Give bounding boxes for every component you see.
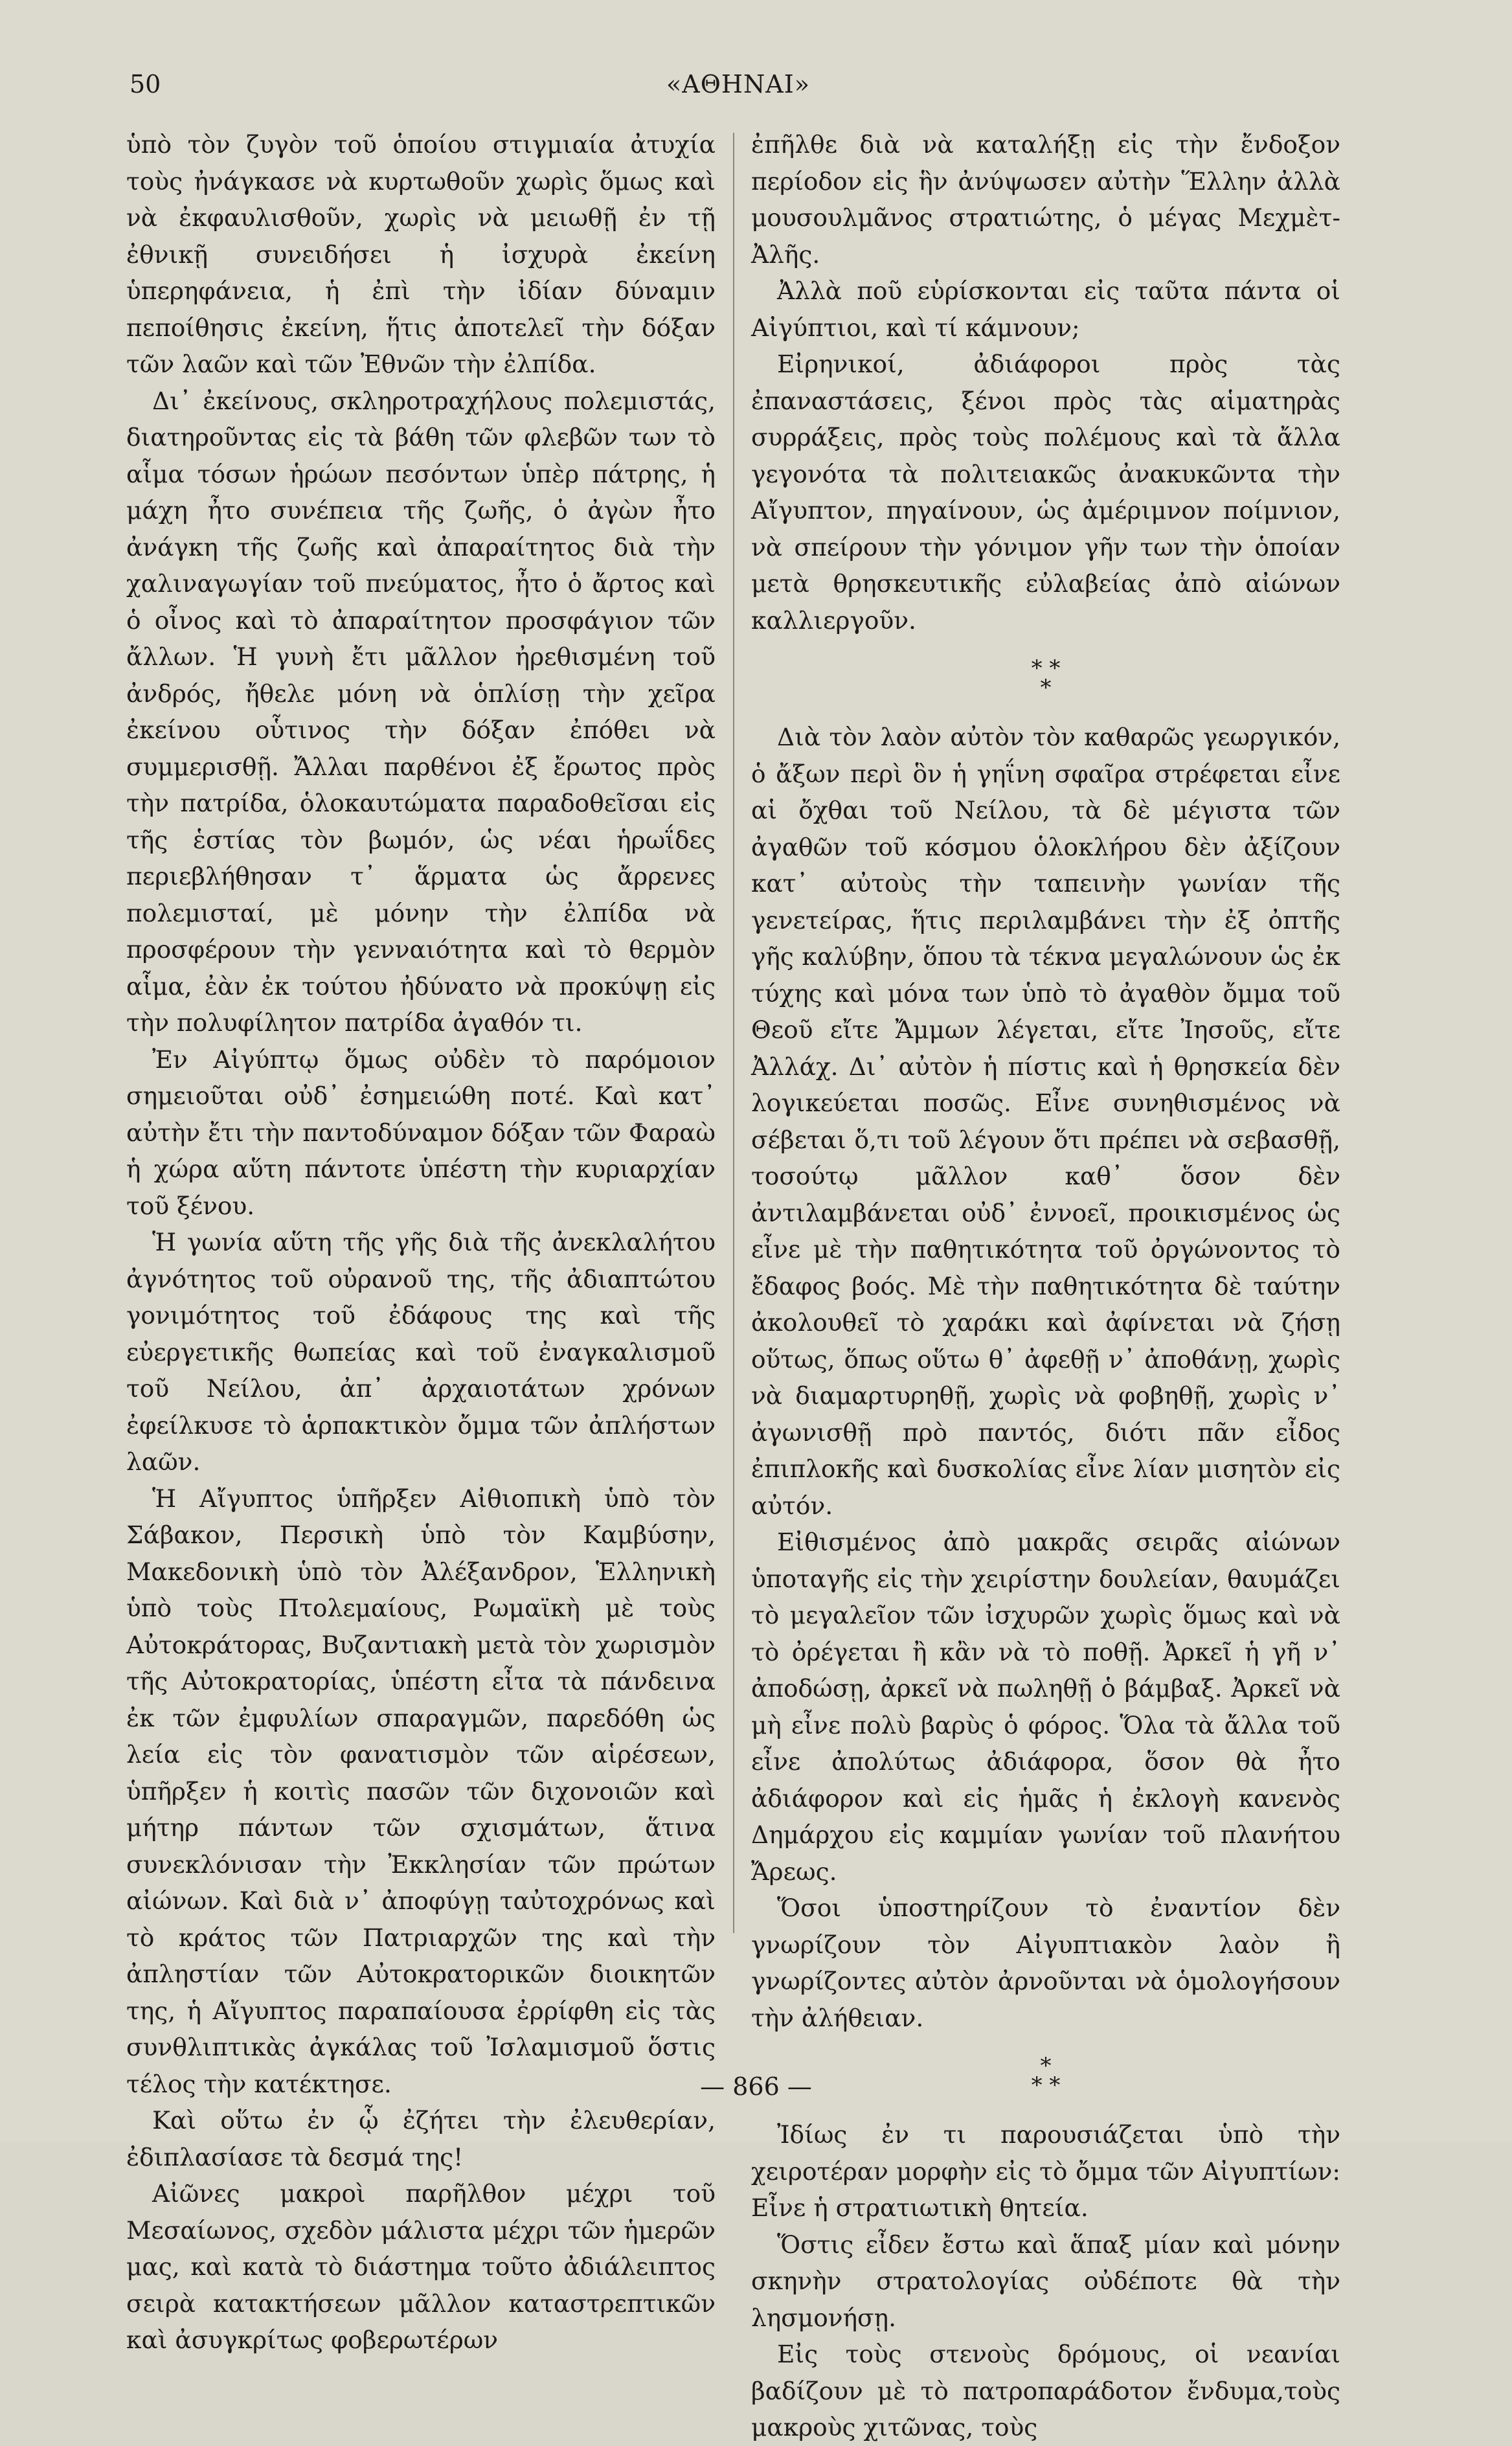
separator-stars-top: * *: [1031, 655, 1061, 681]
page-header: [130, 70, 1347, 109]
separator-stars-bottom: * *: [1031, 2072, 1061, 2098]
paragraph: Ὅσοι ὑποστηρίζουν τὸ ἐναντίον δὲν γνωρίζουν τὸν Αἰγυπτιακὸν λαὸν ἢ γνωρίζοντες αὐτὸν ἀρνοῦνται νὰ ὁμολογήσουν τὴν ἀλήθειαν.: [751, 1894, 1340, 2032]
paragraph: Διὰ τὸν λαὸν αὐτὸν τὸν καθαρῶς γεωργικόν, ὁ ἄξων περὶ ὃν ἡ γηΐνη σφαῖρα στρέφεται εἶνε αἱ ὄχθαι τοῦ Νείλου, τὰ δὲ μέγιστα τῶν ἀγαθῶν τοῦ κόσμου ὁλοκλήρου δὲν ἀξίζουν κατ᾽ αὐτοὺς τὴν ταπεινὴν γωνίαν τῆς γενετείρας, ἥτις περιλαμβάνει τὴν ἐξ ὀπτῆς γῆς καλύβην, ὅπου τὰ τέκνα μεγαλώνουν ὡς ἐκ τύχης καὶ μόνα των ὑπὸ τὸ ἀγαθὸν ὄμμα τοῦ Θεοῦ εἴτε Ἄμμων λέγεται, εἴτε Ἰησοῦς, εἴτε Ἀλλάχ. Δι᾽ αὐτὸν ἡ πίστις καὶ ἡ θρησκεία δὲν λογικεύεται ποσῶς. Εἶνε συνηθισμένος νὰ σέβεται ὅ,τι τοῦ λέγουν ὅτι πρέπει νὰ σεβασθῇ, τοσούτῳ μᾶλλον καθ᾽ ὅσον δὲν ἀντιλαμβάνεται οὐδ᾽ ἐννοεῖ, προικισμένος ὡς εἶνε μὲ τὴν παθητικότητα τοῦ ὀργώνοντος τὸ ἔδαφος βοός. Μὲ τὴν παθητικότητα δὲ ταύτην ἀκολουθεῖ τὸ χαράκι καὶ ἀφίνεται νὰ ζήσῃ οὕτως, ὅπως οὕτω θ᾽ ἀφεθῇ ν᾽ ἀποθάνῃ, χωρὶς νὰ διαμαρτυρηθῇ, χωρὶς νὰ φοβηθῇ, χωρὶς ν᾽ ἀγωνισθῇ πρὸ παντός, διότι πᾶν εἶδος ἐπιπλοκῆς καὶ δυσκολίας εἶνε λίαν μισητὸν εἰς αὐτόν.: [751, 723, 1340, 1520]
paragraph: Ἐν Αἰγύπτῳ ὅμως οὐδὲν τὸ παρόμοιον σημειοῦται οὐδ᾽ ἐσημειώθη ποτέ. Καὶ κατ᾽ αὐτὴν ἔτι τὴν παντοδύναμον δόξαν τῶν Φαραὼ ἡ χώρα αὕτη πάντοτε ὑπέστη τὴν κυριαρχίαν τοῦ ξένου.: [126, 1045, 716, 1220]
paragraph: ὑπὸ τὸν ζυγὸν τοῦ ὁποίου στιγμιαία ἀτυχία τοὺς ἠνάγκασε νὰ κυρτωθοῦν χωρὶς ὅμως καὶ νὰ ἐκφαυλισθοῦν, χωρὶς νὰ μειωθῇ ἐν τῇ ἐθνικῇ συνειδήσει ἡ ἰσχυρὰ ἐκείνη ὑπερηφάνεια, ἡ ἐπὶ τὴν ἰδίαν δύναμιν πεποίθησις ἐκείνη, ἥτις ἀποτελεῖ τὴν δόξαν τῶν λαῶν καὶ τῶν Ἐθνῶν τὴν ἐλπίδα.: [126, 130, 716, 378]
right-section-a: [751, 126, 1340, 639]
paragraph: Ἰδίως ἐν τι παρουσιάζεται ὑπὸ τὴν χειροτέραν μορφὴν εἰς τὸ ὄμμα τῶν Αἰγυπτίων: Εἶνε ἡ στρατιωτικὴ θητεία.: [751, 2120, 1340, 2222]
separator-stars-top: *: [1040, 2053, 1052, 2079]
paragraph: Εἰς τοὺς στενοὺς δρόμους, οἱ νεανίαι βαδίζουν μὲ τὸ πατροπαράδοτον ἔνδυμα,τοὺς μακροὺς χιτῶνας, τοὺς: [751, 2340, 1340, 2441]
separator-stars-bottom: *: [1040, 675, 1052, 701]
column-divider: [733, 133, 734, 1933]
paragraph: Ὅστις εἶδεν ἔστω καὶ ἅπαξ μίαν καὶ μόνην σκηνὴν στρατολογίας οὐδέποτε θὰ τὴν λησμονήσῃ.: [751, 2230, 1340, 2332]
paragraph: Καὶ οὕτω ἐν ᾧ ἐζήτει τὴν ἐλευθερίαν, ἐδιπλασίασε τὰ δεσμά της!: [126, 2106, 716, 2171]
paragraph: Αἰῶνες μακροὶ παρῆλθον μέχρι τοῦ Μεσαίωνος, σχεδὸν μάλιστα μέχρι τῶν ἡμερῶν μας, καὶ κατὰ τὸ διάστημα τοῦτο ἀδιάλειπτος σειρὰ κατακτήσεων μᾶλλον καταστρεπτικῶν καὶ ἀσυγκρίτως φοβερωτέρων: [126, 2179, 716, 2354]
page-number: 50: [130, 70, 161, 98]
paragraph: Εἰθισμένος ἀπὸ μακρᾶς σειρᾶς αἰώνων ὑποταγῆς εἰς τὴν χειρίστην δουλείαν, θαυμάζει τὸ μεγαλεῖον τῶν ἰσχυρῶν χωρὶς ὅμως καὶ νὰ τὸ ὀρέγεται ἢ κἂν νὰ τὸ ποθῇ. Ἀρκεῖ ἡ γῆ ν᾽ ἀποδώσῃ, ἀρκεῖ νὰ πωληθῇ ὁ βάμβαξ. Ἀρκεῖ νὰ μὴ εἶνε πολὺ βαρὺς ὁ φόρος. Ὅλα τὰ ἄλλα τοῦ εἶνε ἀπολύτως ἀδιάφορα, ὅσον θὰ ἦτο ἀδιάφορον καὶ εἰς ἡμᾶς ἡ ἐκλογὴ κανενὸς Δημάρχου εἰς καμμίαν γωνίαν τοῦ πλανήτου Ἄρεως.: [751, 1528, 1340, 1886]
page-footer: — 866 —: [700, 2072, 812, 2101]
section-separator-1: [751, 655, 1340, 701]
paragraph: Ἡ γωνία αὕτη τῆς γῆς διὰ τῆς ἀνεκλαλήτου ἀγνότητος τοῦ οὐρανοῦ της, τῆς ἀδιαπτώτου γονιμότητος τοῦ ἐδάφους της καὶ τῆς εὐεργετικῆς θωπείας καὶ τοῦ ἐναγκαλισμοῦ τοῦ Νείλου, ἀπ᾽ ἀρχαιοτάτων χρόνων ἐφείλκυσε τὸ ἁρπακτικὸν ὄμμα τῶν ἀπλήστων λαῶν.: [126, 1228, 716, 1476]
journal-title: «ΑΘΗΝΑΙ»: [666, 70, 810, 98]
right-section-b: [751, 719, 1340, 2036]
right-section-c: [751, 2116, 1340, 2446]
paragraph: Ἀλλὰ ποῦ εὑρίσκονται εἰς ταῦτα πάντα οἱ Αἰγύπτιοι, καὶ τί κάμνουν;: [751, 277, 1340, 342]
paragraph: ἐπῆλθε διὰ νὰ καταλήξῃ εἰς τὴν ἔνδοξον περίοδον εἰς ἣν ἀνύψωσεν αὐτὴν Ἕλλην ἀλλὰ μουσουλμᾶνος στρατιώτης, ὁ μέγας Μεχμὲτ-Ἀλῆς.: [751, 130, 1340, 269]
paragraph: Εἰρηνικοί, ἀδιάφοροι πρὸς τὰς ἐπαναστάσεις, ξένοι πρὸς τὰς αἱματηρὰς συρράξεις, πρὸς τοὺς πολέμους καὶ τὰ ἄλλα γεγονότα τὰ πολιτειακῶς ἀνακυκῶντα τὴν Αἴγυπτον, πηγαίνουν, ὡς ἀμέριμνον ποίμνιον, νὰ σπείρουν τὴν γόνιμον γῆν των τὴν ὁποίαν μετὰ θρησκευτικῆς εὐλαβείας ἀπὸ αἰώνων καλλιεργοῦν.: [751, 350, 1340, 635]
paragraph: Ἡ Αἴγυπτος ὑπῆρξεν Αἰθιοπικὴ ὑπὸ τὸν Σάβακον, Περσικὴ ὑπὸ τὸν Καμβύσην, Μακεδονικὴ ὑπὸ τὸν Ἀλέξανδρον, Ἑλληνικὴ ὑπὸ τοὺς Πτολεμαίους, Ρωμαϊκὴ μὲ τοὺς Αὐτοκράτορας, Βυζαντιακὴ μετὰ τὸν χωρισμὸν τῆς Αὐτοκρατορίας, ὑπέστη εἶτα τὰ πάνδεινα ἐκ τῶν ἐμφυλίων σπαραγμῶν, παρεδόθη ὡς λεία εἰς τὸν φανατισμὸν τῶν αἱρέσεων, ὑπῆρξεν ἡ κοιτὶς πασῶν τῶν διχονοιῶν καὶ μήτηρ πάντων τῶν σχισμάτων, ἅτινα συνεκλόνισαν τὴν Ἐκκλησίαν τῶν πρώτων αἰώνων. Καὶ διὰ ν᾽ ἀποφύγῃ ταὐτοχρόνως καὶ τὸ κράτος τῶν Πατριαρχῶν της καὶ τὴν ἀπληστίαν τῶν Αὐτοκρατορικῶν διοικητῶν της, ἡ Αἴγυπτος παραπαίουσα ἐρρίφθη εἰς τὰς συνθλιπτικὰς ἀγκάλας τοῦ Ἰσλαμισμοῦ ὅστις τέλος τὴν κατέκτησε.: [126, 1484, 716, 2098]
left-column: [126, 126, 716, 2359]
paragraph: Δι᾽ ἐκείνους, σκληροτραχήλους πολεμιστάς, διατηροῦντας εἰς τὰ βάθη τῶν φλεβῶν των τὸ αἷμα τόσων ἡρώων πεσόντων ὑπὲρ πάτρης, ἡ μάχη ἦτο συνέπεια τῆς ζωῆς, ὁ ἀγὼν ἦτο ἀνάγκη τῆς ζωῆς καὶ ἀπαραίτητος διὰ τὴν χαλιναγωγίαν τοῦ πνεύματος, ἦτο ὁ ἄρτος καὶ ὁ οἶνος καὶ τὸ ἀπαραίτητον προσφάγιον τῶν ἄλλων. Ἡ γυνὴ ἔτι μᾶλλον ἠρεθισμένη τοῦ ἀνδρός, ἤθελε μόνη νὰ ὁπλίσῃ τὴν χεῖρα ἐκείνου οὗτινος τὴν δόξαν ἐπόθει νὰ συμμερισθῇ. Ἄλλαι παρθένοι ἐξ ἔρωτος πρὸς τὴν πατρίδα, ὁλοκαυτώματα παραδοθεῖσαι εἰς τῆς ἑστίας τὸν βωμόν, ὡς νέαι ἡρωΐδες περιεβλήθησαν τ᾽ ἅρματα ὡς ἄρρενες πολεμισταί, μὲ μόνην τὴν ἐλπίδα νὰ προσφέρουν τὴν γενναιότητα καὶ τὸ θερμὸν αἷμα, ἐὰν ἐκ τούτου ἠδύνατο νὰ προκύψῃ εἰς τὴν πολυφίλητον πατρίδα ἀγαθόν τι.: [126, 386, 716, 1037]
